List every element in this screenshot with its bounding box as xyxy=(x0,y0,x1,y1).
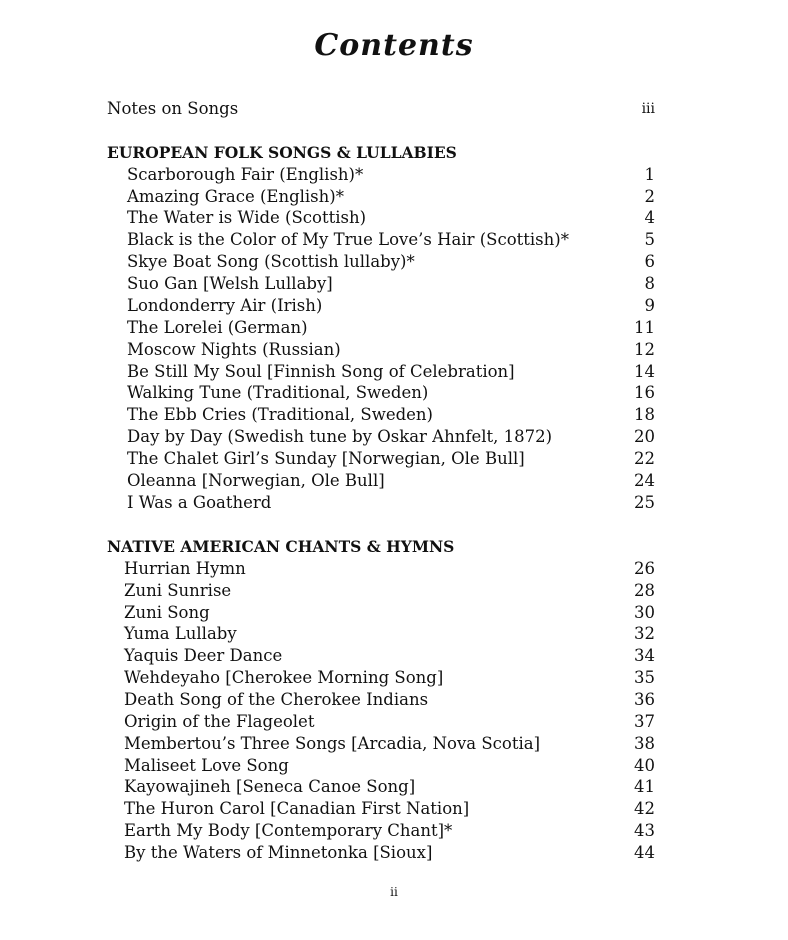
toc-entry[interactable] xyxy=(124,580,655,602)
entry-page: 38 xyxy=(634,734,655,753)
entry-title: Day by Day (Swedish tune by Oskar Ahnfelt, 1872) xyxy=(127,427,553,446)
entry-page: 25 xyxy=(634,493,655,512)
entry-page: 18 xyxy=(634,405,655,424)
entry-title: The Ebb Cries (Traditional, Sweden) xyxy=(127,405,433,424)
notes-entry[interactable] xyxy=(107,98,655,120)
entry-page: 41 xyxy=(634,777,655,796)
entry-title: Skye Boat Song (Scottish lullaby)* xyxy=(127,252,415,271)
page-title: Contents xyxy=(314,28,474,63)
toc-entry[interactable] xyxy=(124,623,655,645)
toc-entry[interactable] xyxy=(127,426,655,448)
toc-entry[interactable] xyxy=(124,602,655,624)
entry-title: Black is the Color of My True Love’s Hair (Scottish)* xyxy=(127,230,569,249)
entry-title: Moscow Nights (Russian) xyxy=(127,340,341,359)
entry-title: The Huron Carol [Canadian First Nation] xyxy=(124,799,470,818)
entry-page: 6 xyxy=(644,252,655,271)
entry-page: 11 xyxy=(634,318,655,337)
entry-title: Zuni Song xyxy=(124,603,210,622)
toc-entry[interactable] xyxy=(124,733,655,755)
toc-entry[interactable] xyxy=(127,317,655,339)
entry-title: By the Waters of Minnetonka [Sioux] xyxy=(124,843,433,862)
toc-entry[interactable] xyxy=(127,492,655,514)
toc-entry[interactable] xyxy=(127,339,655,361)
toc-entry[interactable] xyxy=(124,667,655,689)
toc-entry[interactable] xyxy=(124,711,655,733)
entry-page: 14 xyxy=(634,362,655,381)
toc-entry[interactable] xyxy=(124,689,655,711)
entry-page: 36 xyxy=(634,690,655,709)
entry-title: Oleanna [Norwegian, Ole Bull] xyxy=(127,471,385,490)
toc-entry[interactable] xyxy=(124,776,655,798)
toc-entry[interactable] xyxy=(124,755,655,777)
toc-entry[interactable] xyxy=(127,251,655,273)
entry-page: 44 xyxy=(634,843,655,862)
entry-title: Suo Gan [Welsh Lullaby] xyxy=(127,274,333,293)
entry-page: 2 xyxy=(644,187,655,206)
entry-title: Walking Tune (Traditional, Sweden) xyxy=(127,383,429,402)
entry-page: 37 xyxy=(634,712,655,731)
toc-entry[interactable] xyxy=(127,470,655,492)
entry-title: The Chalet Girl’s Sunday [Norwegian, Ole Bull] xyxy=(127,449,525,468)
entry-title: I Was a Goatherd xyxy=(127,493,272,512)
entry-title: Membertou’s Three Songs [Arcadia, Nova Scotia] xyxy=(124,734,541,753)
entry-title: The Lorelei (German) xyxy=(127,318,308,337)
entry-title: Be Still My Soul [Finnish Song of Celebration] xyxy=(127,362,515,381)
entry-page: 20 xyxy=(634,427,655,446)
toc-entry[interactable] xyxy=(127,448,655,470)
entry-page: 9 xyxy=(644,296,655,315)
entry-page: 30 xyxy=(634,603,655,622)
entry-page: 1 xyxy=(644,165,655,184)
entry-title: Origin of the Flageolet xyxy=(124,712,315,731)
entry-page: 28 xyxy=(634,581,655,600)
toc-entry[interactable] xyxy=(127,361,655,383)
entry-title: Scarborough Fair (English)* xyxy=(127,165,364,184)
entry-page: 8 xyxy=(644,274,655,293)
entry-page: 35 xyxy=(634,668,655,687)
entry-page: 42 xyxy=(634,799,655,818)
toc-entry[interactable] xyxy=(124,558,655,580)
entry-title: Notes on Songs xyxy=(107,99,239,118)
entry-title: Hurrian Hymn xyxy=(124,559,246,578)
toc-entry[interactable] xyxy=(127,229,655,251)
entry-page: iii xyxy=(641,101,655,117)
entry-page: 26 xyxy=(634,559,655,578)
toc-entry[interactable] xyxy=(127,164,655,186)
toc-entry[interactable] xyxy=(127,382,655,404)
entry-title: Amazing Grace (English)* xyxy=(127,187,344,206)
toc-entry[interactable] xyxy=(127,207,655,229)
entry-title: Death Song of the Cherokee Indians xyxy=(124,690,429,709)
toc-entry[interactable] xyxy=(124,842,655,864)
toc-entry[interactable] xyxy=(127,186,655,208)
page-number: ii xyxy=(390,885,398,899)
entry-title: Zuni Sunrise xyxy=(124,581,232,600)
toc-entry[interactable] xyxy=(124,820,655,842)
entry-page: 16 xyxy=(634,383,655,402)
entry-title: Yuma Lullaby xyxy=(124,624,237,643)
section-heading: EUROPEAN FOLK SONGS & LULLABIES xyxy=(107,143,457,162)
entry-title: Kayowajineh [Seneca Canoe Song] xyxy=(124,777,416,796)
toc-entry[interactable] xyxy=(127,273,655,295)
entry-page: 12 xyxy=(634,340,655,359)
toc-entry[interactable] xyxy=(127,404,655,426)
entry-title: Yaquis Deer Dance xyxy=(124,646,283,665)
toc-entry[interactable] xyxy=(124,798,655,820)
entry-title: Londonderry Air (Irish) xyxy=(127,296,323,315)
entry-page: 4 xyxy=(644,208,655,227)
entry-page: 34 xyxy=(634,646,655,665)
entry-title: Maliseet Love Song xyxy=(124,756,289,775)
entry-page: 24 xyxy=(634,471,655,490)
entry-page: 5 xyxy=(644,230,655,249)
entry-page: 43 xyxy=(634,821,655,840)
entry-title: The Water is Wide (Scottish) xyxy=(127,208,367,227)
toc-entry[interactable] xyxy=(124,645,655,667)
section-heading: NATIVE AMERICAN CHANTS & HYMNS xyxy=(107,537,455,556)
entry-page: 32 xyxy=(634,624,655,643)
entry-title: Wehdeyaho [Cherokee Morning Song] xyxy=(124,668,444,687)
toc-entry[interactable] xyxy=(127,295,655,317)
entry-page: 40 xyxy=(634,756,655,775)
entry-title: Earth My Body [Contemporary Chant]* xyxy=(124,821,453,840)
entry-page: 22 xyxy=(634,449,655,468)
